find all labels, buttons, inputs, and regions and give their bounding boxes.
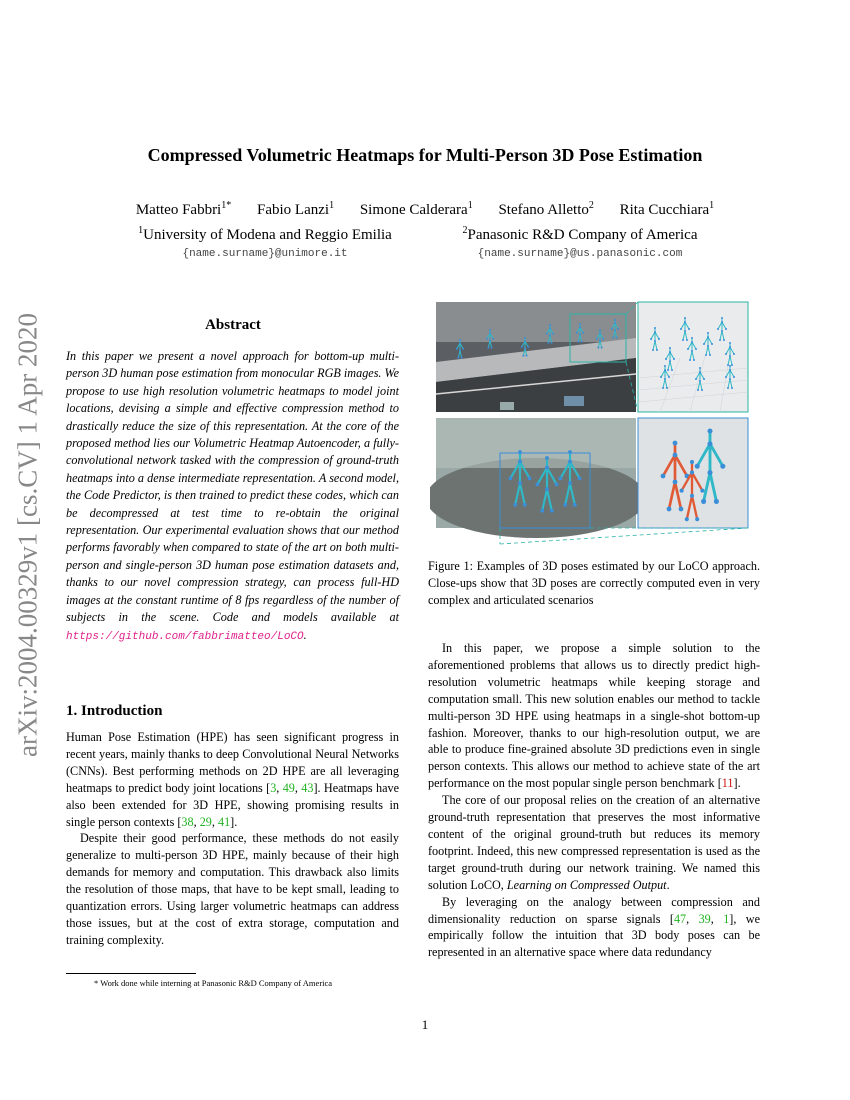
skeleton-joint xyxy=(699,367,701,369)
abstract-text xyxy=(66,348,399,646)
skeleton-joint xyxy=(545,487,549,491)
skeleton-joint xyxy=(487,347,489,349)
skeleton-joint xyxy=(568,450,572,454)
skeleton-joint xyxy=(518,450,522,454)
author-sup: 2 xyxy=(588,200,594,211)
emphasis: Learning on Compressed Output xyxy=(506,877,667,892)
skeleton-joint xyxy=(547,342,549,344)
skeleton-joint xyxy=(654,331,656,333)
skeleton-joint xyxy=(700,489,704,493)
paragraph: Despite their good performance, these methods do not easily generalize to multi-person 3D HPE, mainly because of their high demands for memory and computation. This drawback also limits the resolution of those maps, that have to be kept small, leading to quantization errors. Using larger volumetric heatmaps can address those issues, but at the cost of extra storage, computation and training complexity. xyxy=(66,831,399,947)
skeleton-joint xyxy=(545,456,549,460)
arxiv-side-stamp xyxy=(4,295,52,775)
skeleton-joint xyxy=(462,348,464,350)
skeleton-joint xyxy=(723,339,725,341)
author-name: Matteo Fabbri xyxy=(135,202,222,218)
skeleton-joint xyxy=(616,337,618,339)
citation-link[interactable]: 39 xyxy=(698,911,711,926)
paragraph: By leveraging on the analogy between compression and dimensionality reduction on sparse signals [47, 39, 1], we empirically follow the intuition that 3D body poses can be represented in an alternative space where data redundancy xyxy=(428,894,760,960)
author xyxy=(620,202,715,218)
skeleton-joint xyxy=(729,378,731,380)
skeleton-joint xyxy=(680,328,682,330)
skeleton-joint xyxy=(614,319,616,321)
skeleton-joint xyxy=(721,321,723,323)
skeleton-joint xyxy=(459,339,461,341)
skeleton-joint xyxy=(721,317,723,319)
abstract-heading: Abstract xyxy=(205,317,261,333)
skeleton-joint xyxy=(673,441,678,446)
skeleton-joint xyxy=(492,338,494,340)
skeleton-joint xyxy=(652,349,654,351)
skeleton-joint xyxy=(701,389,703,391)
skeleton-joint xyxy=(654,327,656,329)
skeleton-joint xyxy=(524,337,526,339)
citation-link[interactable]: 43 xyxy=(301,780,314,795)
skeleton-joint xyxy=(669,351,671,353)
skeleton-joint xyxy=(733,353,735,355)
skeleton-joint xyxy=(558,476,562,480)
skeleton-joint xyxy=(522,355,524,357)
skeleton-joint xyxy=(555,482,559,486)
skeleton-joint xyxy=(461,357,463,359)
skeleton-joint xyxy=(602,338,604,340)
skeleton-joint xyxy=(729,365,731,367)
paragraph: Human Pose Estimation (HPE) has seen significant progress in recent years, mainly thanks to deep Convolutional Neural Networks (CNNs). Best performing methods on 2D HPE are all leveraging heatmaps to predict body joint locations [3, 49, 43]. Heatmaps have also been extended for 3D HPE, showing promising results in single person contexts [38, 29, 41]. xyxy=(66,730,400,829)
author xyxy=(360,202,473,218)
skeleton-joint xyxy=(727,387,729,389)
author-name: Fabio Lanzi xyxy=(256,202,330,218)
figure-1 xyxy=(430,298,760,548)
paragraph xyxy=(428,792,760,893)
email-2: {name.surname}@us.panasonic.com xyxy=(477,248,683,260)
paragraph xyxy=(428,640,760,792)
skeleton-joint xyxy=(551,342,553,344)
footnote: * Work done while interning at Panasonic R&D Company of America xyxy=(94,978,333,988)
text-run: . xyxy=(666,877,670,892)
skeleton-joint xyxy=(661,474,666,479)
paper-title: Compressed Volumetric Heatmaps for Multi-Person 3D Pose Estimation xyxy=(147,145,703,165)
skeleton-joint xyxy=(660,376,662,378)
skeleton-joint xyxy=(709,354,711,356)
skeleton-joint xyxy=(680,489,684,493)
skeleton-joint xyxy=(721,330,723,332)
text-run: ]. xyxy=(733,776,741,791)
skeleton-joint xyxy=(612,337,614,339)
skeleton-joint xyxy=(684,317,686,319)
skeleton-joint xyxy=(707,332,709,334)
text-run: In this paper, we propose a simple solution to the aforementioned problems that allows us to directly predict high-resolution volumetric heatmaps while keeping storage and computation small. This new solution enables our method to tackle multi-person 3D HPE using heatmaps in a single-shot bottom-up fashion. Moreover, thanks to our high-resolution output, we are able to produce fine-grained absolute 3D predictions even in single person contexts. This allows our method to achieve state of the art performance on the most popular single person benchmark [ xyxy=(428,641,760,791)
skeleton-joint xyxy=(523,503,527,507)
skeleton-joint xyxy=(524,340,526,342)
skeleton-joint xyxy=(597,347,599,349)
skeleton-joint xyxy=(695,378,697,380)
skeleton-joint xyxy=(707,441,712,446)
abstract-end: . xyxy=(303,627,307,642)
skeleton-joint xyxy=(664,369,666,371)
text-run: ], we empirically follow the intuition that 3D body poses can be represented in an alternative space where data redundancy xyxy=(428,911,760,960)
skeleton-joint xyxy=(684,330,686,332)
section-heading-introduction: 1. Introduction xyxy=(66,703,163,719)
author-name: Rita Cucchiara xyxy=(619,202,710,218)
skeleton-joint xyxy=(581,341,583,343)
skeleton-joint xyxy=(699,371,701,373)
text-run: Human Pose Estimation (HPE) has seen significant progress in recent years, mainly thanks to deep Convolutional Neural Networks (CNNs). Best performing methods on 2D HPE are all leveraging heatmaps to predict body joint locations [ xyxy=(66,730,399,795)
author xyxy=(498,202,593,218)
skeleton-joint xyxy=(573,503,577,507)
skeleton-joint xyxy=(703,378,705,380)
skeleton-joint xyxy=(707,336,709,338)
skeleton-joint xyxy=(690,460,694,464)
skeleton-joint xyxy=(697,389,699,391)
skeleton-joint xyxy=(601,347,603,349)
skeleton-joint xyxy=(656,349,658,351)
skeleton-joint xyxy=(690,470,694,474)
citation-link[interactable]: 1 xyxy=(723,911,730,926)
skeleton-joint xyxy=(596,338,598,340)
skeleton-joint xyxy=(729,355,731,357)
author-sup: 1 xyxy=(329,200,335,211)
citation-link[interactable]: 29 xyxy=(199,814,212,829)
author-name: Stefano Alletto xyxy=(498,202,589,218)
skeleton-joint xyxy=(521,346,523,348)
skeleton-joint xyxy=(673,480,678,485)
skeleton-joint xyxy=(687,348,689,350)
skeleton-joint xyxy=(658,338,660,340)
affiliation-name: Panasonic R&D Company of America xyxy=(467,227,698,243)
skeleton-joint xyxy=(550,509,554,513)
skeleton-joint xyxy=(527,346,529,348)
skeleton-joint xyxy=(579,323,581,325)
skeleton-joint xyxy=(563,503,567,507)
skeleton-joint xyxy=(699,380,701,382)
skeleton-joint xyxy=(552,333,554,335)
skeleton-joint xyxy=(707,345,709,347)
skeleton-joint xyxy=(513,503,517,507)
text-run: By leveraging on the analogy between compression and dimensionality reduction on sparse signals [ xyxy=(428,894,760,926)
skeleton-joint xyxy=(546,333,548,335)
skeleton-joint xyxy=(679,507,684,512)
skeleton-joint xyxy=(668,376,670,378)
studio-photo xyxy=(430,418,646,538)
skeleton-joint xyxy=(576,332,578,334)
skeleton-joint xyxy=(673,453,678,458)
affiliation-name: University of Modena and Reggio Emilia xyxy=(143,227,392,243)
skeleton-joint xyxy=(688,328,690,330)
skeleton-joint xyxy=(720,464,725,469)
aerial-street-photo xyxy=(436,302,636,412)
skeleton-joint xyxy=(691,337,693,339)
skeleton-joint xyxy=(719,339,721,341)
skeleton-joint xyxy=(489,329,491,331)
skeleton-joint xyxy=(685,517,689,521)
skeleton-joint xyxy=(662,387,664,389)
skeleton-joint xyxy=(695,517,699,521)
skeleton-joint xyxy=(693,359,695,361)
skeleton-joint xyxy=(614,329,616,331)
skeleton-joint xyxy=(568,460,572,464)
skeleton-joint xyxy=(725,376,727,378)
skeleton-joint xyxy=(666,387,668,389)
skeleton-joint xyxy=(725,353,727,355)
affiliation-sup: 1 xyxy=(138,225,144,236)
skeleton-joint xyxy=(456,348,458,350)
author xyxy=(257,202,334,218)
skeleton-joint xyxy=(686,339,688,341)
author-list xyxy=(0,200,850,219)
skeleton-joint xyxy=(650,338,652,340)
skeleton-joint xyxy=(665,358,667,360)
skeleton-joint xyxy=(711,343,713,345)
skeleton-joint xyxy=(695,348,697,350)
code-link[interactable]: https://github.com/fabbrimatteo/LoCO xyxy=(66,630,304,643)
author-name: Simone Calderara xyxy=(359,202,468,218)
abstract-body: In this paper we present a novel approach for bottom-up multi-person 3D human pose estimation from monocular RGB images. We propose to use high resolution volumetric heatmaps to model joint locations, devising a simple and effective compression method to drastically reduce the size of this representation. At the core of the proposed method lies our Volumetric Heatmap Autoencoder, a fully-convolutional network tasked with the compression of ground-truth heatmaps into a dense intermediate representation. A second model, the Code Predictor, is then trained to predict these codes, which can be decompressed at test time to re-obtain the original representation. Our experimental evaluation shows that our method performs favorably when compared to state of the art on both multi-person and single-person 3D human pose estimation datasets and, thanks to our novel compression strategy, can process full-HD images at the constant runtime of 8 fps regardless of the number of subjects in the scene. Code and models available at xyxy=(66,349,399,625)
skeleton-joint xyxy=(528,476,532,480)
skeleton-joint xyxy=(582,332,584,334)
skeleton-joint xyxy=(459,342,461,344)
skeleton-joint xyxy=(667,369,669,371)
citation-link[interactable]: 38 xyxy=(181,814,194,829)
citation-link[interactable]: 41 xyxy=(217,814,231,829)
skeleton-joint xyxy=(705,354,707,356)
skeleton-joint xyxy=(599,332,601,334)
skeleton-joint xyxy=(701,499,706,504)
skeleton-joint xyxy=(695,464,700,469)
footnote-rule xyxy=(66,973,196,974)
citation-link[interactable]: 11 xyxy=(721,776,734,791)
author-sup: 1* xyxy=(221,200,232,211)
author xyxy=(136,202,231,218)
skeleton-joint xyxy=(729,369,731,371)
skeleton-joint xyxy=(729,346,731,348)
skeleton-joint xyxy=(684,321,686,323)
skeleton-joint xyxy=(489,332,491,334)
skeleton-joint xyxy=(526,355,528,357)
skeleton-joint xyxy=(707,470,712,475)
skeleton-joint xyxy=(579,333,581,335)
skeleton-joint xyxy=(568,481,572,485)
skeleton-joint xyxy=(486,338,488,340)
skeleton-joint xyxy=(669,347,671,349)
skeleton-joint xyxy=(691,350,693,352)
skeleton-joint xyxy=(611,328,613,330)
skeleton-joint xyxy=(729,342,731,344)
skeleton-joint xyxy=(577,341,579,343)
skeleton-joint xyxy=(725,328,727,330)
skeleton-joint xyxy=(733,376,735,378)
skeleton-joint xyxy=(524,347,526,349)
skeleton-joint xyxy=(549,334,551,336)
skeleton-joint xyxy=(549,324,551,326)
affiliation-sup: 2 xyxy=(462,225,468,236)
skeleton-joint xyxy=(727,364,729,366)
skeleton-joint xyxy=(457,357,459,359)
skeleton-joint xyxy=(664,378,666,380)
page-number: 1 xyxy=(421,1017,429,1032)
skeleton-joint xyxy=(690,494,694,498)
skeleton-joint xyxy=(518,481,522,485)
skeleton-joint xyxy=(731,364,733,366)
citation-link[interactable]: 3 xyxy=(270,780,277,795)
skeleton-joint xyxy=(599,339,601,341)
skeleton-joint xyxy=(459,349,461,351)
skeleton-joint xyxy=(535,482,539,486)
skeleton-joint xyxy=(731,387,733,389)
skeleton-joint xyxy=(703,343,705,345)
skeleton-joint xyxy=(614,322,616,324)
skeleton-joint xyxy=(491,347,493,349)
skeleton-joint xyxy=(717,328,719,330)
skeleton-joint xyxy=(691,341,693,343)
citation-link[interactable]: 47 xyxy=(673,911,687,926)
skeleton-joint xyxy=(489,339,491,341)
right-column-text xyxy=(428,640,760,961)
affiliation-2 xyxy=(410,225,750,244)
skeleton-joint xyxy=(654,340,656,342)
skeleton-joint xyxy=(682,339,684,341)
skeleton-joint xyxy=(667,507,672,512)
text-run: ]. Heatmaps have also been extended for 3D HPE, showing promising results in single person contexts [ xyxy=(66,780,400,829)
skeleton-joint xyxy=(599,329,601,331)
skeleton-joint xyxy=(669,360,671,362)
skeleton-joint xyxy=(549,327,551,329)
skeleton-joint xyxy=(540,509,544,513)
skeleton-joint xyxy=(714,499,719,504)
skeleton-joint xyxy=(545,466,549,470)
skeleton-joint xyxy=(689,359,691,361)
figure-caption: Figure 1: Examples of 3D poses estimated by our LoCO approach. Close-ups show that 3D poses are correctly computed even in very complex and articulated scenarios xyxy=(428,559,760,607)
skeleton-joint xyxy=(671,369,673,371)
text-run: ]. xyxy=(230,814,238,829)
email-1: {name.surname}@unimore.it xyxy=(182,248,348,260)
author-sup: 1 xyxy=(467,200,473,211)
skeleton-joint xyxy=(578,476,582,480)
skeleton-joint xyxy=(579,326,581,328)
affiliation-1 xyxy=(100,225,430,244)
skeleton-joint xyxy=(508,476,512,480)
skeleton-joint xyxy=(518,460,522,464)
text-run: The core of our proposal relies on the creation of an alternative ground-truth representation that preserves the most informative content of the original ground-truth but reduces its memory footprint. Indeed, this new compressed representation is used as the target ground-truth during our network training. We named this solution LoCO, xyxy=(428,793,760,892)
author-sup: 1 xyxy=(709,200,715,211)
skeleton-joint xyxy=(673,358,675,360)
citation-link[interactable]: 49 xyxy=(282,780,295,795)
skeleton-joint xyxy=(707,428,712,433)
skeleton-joint xyxy=(664,365,666,367)
figure-graphic xyxy=(430,298,760,548)
arxiv-id-text: arXiv:2004.00329v1 [cs.CV] 1 Apr 2020 xyxy=(12,313,43,757)
skeleton-joint xyxy=(617,328,619,330)
introduction-text xyxy=(66,729,399,949)
